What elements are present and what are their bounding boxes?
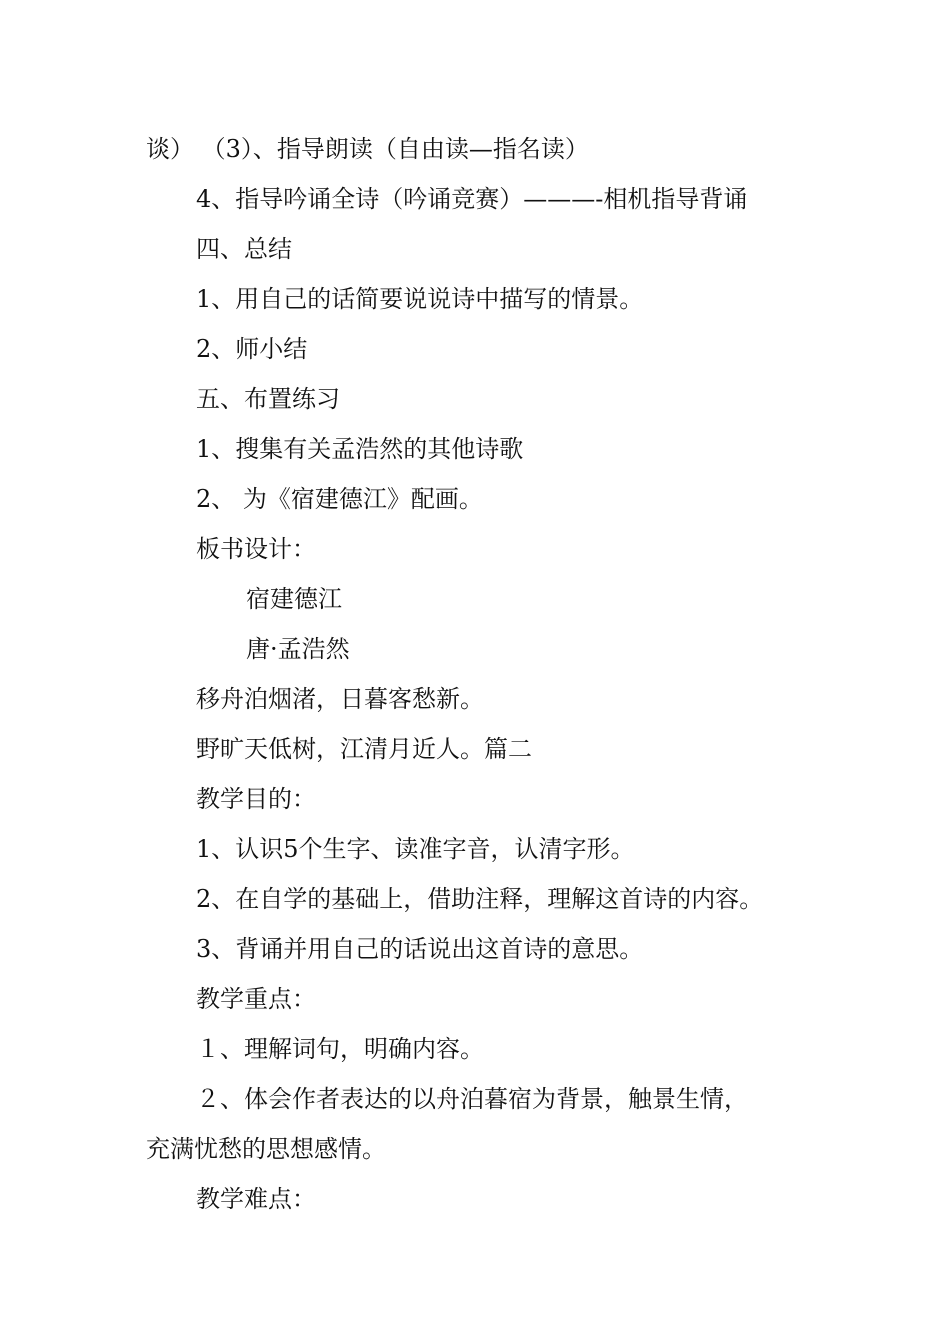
text-line-key-point-2: ２、体会作者表达的以舟泊暮宿为背景，触景生情， [196, 1085, 748, 1113]
text-line-exercise-1: 1、搜集有关孟浩然的其他诗歌 [196, 435, 524, 463]
section-heading-key-points: 教学重点： [196, 985, 316, 1013]
section-heading-teaching-goals: 教学目的： [196, 785, 316, 813]
text-line-goal-2: 2、在自学的基础上，借助注释，理解这首诗的内容。 [196, 885, 764, 913]
section-heading-exercises: 五、布置练习 [196, 385, 340, 413]
text-line-key-point-2-continued: 充满忧愁的思想感情。 [146, 1135, 386, 1163]
text-line-continuation-reading-guide: 谈） （3）、指导朗读（自由读—指名读） [146, 135, 589, 163]
text-line-key-point-1: １、理解词句，明确内容。 [196, 1035, 484, 1063]
text-line-summary-1: 1、用自己的话简要说说诗中描写的情景。 [196, 285, 644, 313]
poem-line-2: 野旷天低树，江清月近人。篇二 [196, 735, 532, 763]
poem-author: 唐·孟浩然 [246, 635, 350, 663]
text-line-goal-1: 1、认识5个生字、读准字音，认清字形。 [196, 835, 635, 863]
poem-title: 宿建德江 [246, 585, 342, 613]
text-line-exercise-2: 2、 为《宿建德江》配画。 [196, 485, 483, 513]
poem-line-1: 移舟泊烟渚，日暮客愁新。 [196, 685, 484, 713]
text-line-summary-2: 2、师小结 [196, 335, 308, 363]
section-heading-difficulties: 教学难点： [196, 1185, 316, 1213]
section-heading-summary: 四、总结 [196, 235, 292, 263]
text-line-recitation-guide: 4、指导吟诵全诗（吟诵竞赛）———-相机指导背诵 [196, 185, 748, 213]
section-heading-board-design: 板书设计： [196, 535, 316, 563]
text-line-goal-3: 3、背诵并用自己的话说出这首诗的意思。 [196, 935, 644, 963]
